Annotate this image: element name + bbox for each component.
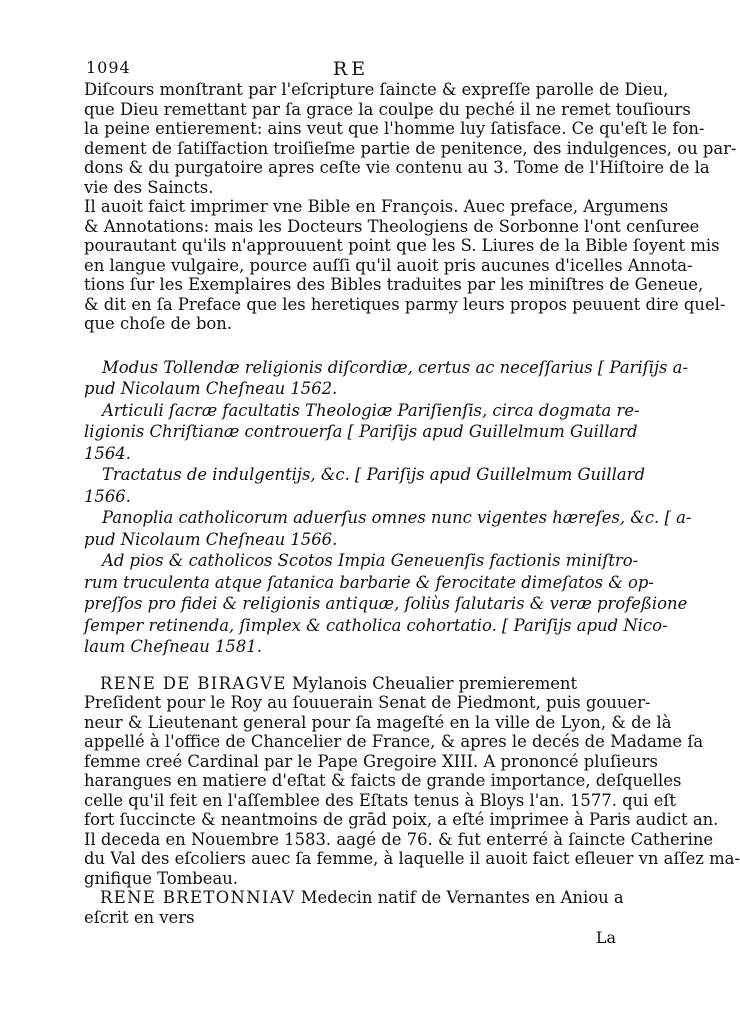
entry-first-line [84,888,624,908]
text-line: la peine entierement: ains veut que l'homme luy ſatisface. Ce qu'eſt le fon- [84,119,705,138]
italic-line: pud Nicolaum Cheſneau 1562. [84,379,338,398]
italic-line: preſſos pro fidei & religionis antiquæ, ſoliùs ſalutaris & veræ profeßione [84,594,688,613]
page-number: 1094 [86,58,131,77]
text-line: appellé à l'office de Chancelier de France, & apres le decés de Madame ſa [84,732,704,751]
text-line: gnifique Tombeau. [84,868,238,888]
text-line: Il deceda en Nouembre 1583. aagé de 76. & fut enterré à ſaincte Catherine [84,829,714,849]
text-line: vie des Saincts. [84,177,214,197]
text-line: Diſcours monſtrant par l'eſcripture ſaincte & expreſſe parolle de Dieu, [84,80,669,99]
italic-line: Panoplia catholicorum aduerſus omnes nunc vigentes hæreſes, &c. [ a- [102,508,692,527]
latin-title-articuli [84,400,640,465]
text-line: dons & du purgatoire apres ceſte vie contenu au 3. Tome de l'Hiſtoire de la [84,158,710,177]
text-line: neur & Lieutenant general pour ſa mageſté en la ville de Lyon, & de là [84,712,672,732]
latin-title-ad-pios [84,550,688,658]
text-line: & Annotations: mais les Docteurs Theologiens de Sorbonne l'ont cenſuree [84,216,700,236]
entry-rene-de-birague [84,673,740,889]
entry-rene-bretonniau [84,888,624,927]
text-line: pourautant qu'ils n'approuuent point que les S. Liures de la Bible ſoyent mis [84,236,720,255]
text-line: femme creé Cardinal par le Pape Gregoire XIII. A prononcé pluſieurs [84,751,658,771]
italic-line: ſemper retinenda, ſimplex & catholica cohortatio. [ Pariſijs apud Nico- [84,615,668,635]
paragraph-histoire [84,80,737,197]
catchword: La [595,928,616,947]
text-line: celle qu'il feit en l'aſſemblee des Eſtats tenus à Bloys l'an. 1577. qui eſt [84,790,676,810]
latin-title-modus [84,357,688,400]
italic-line: Ad pios & catholicos Scotos Impia Geneuenſis factionis miniſtro- [102,551,639,570]
text-line: Il auoit faict imprimer vne Bible en François. Auec preface, Argumens [84,197,669,216]
latin-title-tractatus [84,464,645,507]
entry-first-line [84,674,624,694]
italic-line: Tractatus de indulgentijs, &c. [ Pariſijs apud Guillelmum Guillard [102,465,645,484]
italic-line: ligionis Chriſtianæ controuerſa [ Pariſijs apud Guillelmum Guillard [84,422,638,441]
italic-line: Modus Tollendæ religionis diſcordiæ, certus ac neceſſarius [ Pariſijs a- [102,357,688,377]
latin-title-panoplia [84,507,692,550]
spacer [84,658,624,674]
italic-line: 1564. [84,443,131,463]
text-line: harangues en matiere d'eſtat & faicts de grande importance, deſquelles [84,771,682,790]
entry-text: Medecin natif de Vernantes en Aniou a [295,888,624,907]
spacer [84,334,624,357]
italic-line: pud Nicolaum Cheſneau 1566. [84,529,338,549]
entry-name: RENE DE BIRAGVE [100,673,287,693]
text-line: que Dieu remettant par ſa grace la coulpe du peché il ne remet touſiours [84,99,691,119]
entry-name: RENE BRETONNIAV [100,888,296,907]
italic-line: 1566. [84,486,131,506]
text-line: du Val des eſcoliers auec ſa femme, à laquelle il auoit faict eſleuer vn aſſez ma- [84,849,740,868]
italic-line: Articuli ſacræ facultatis Theologiæ Pariſienſis, circa dogmata re- [102,400,640,420]
text-line: eſcrit en vers [84,907,195,927]
page-body [84,80,740,927]
text-line: en langue vulgaire, pource auſſi qu'il auoit pris aucunes d'icelles Annota- [84,255,693,275]
text-line: Preſident pour le Roy au ſouuerain Senat de Piedmont, puis gouuer- [84,693,651,712]
entry-text: Mylanois Cheualier premierement [286,673,578,693]
paragraph-bible [84,197,726,334]
running-title: RE [332,58,370,80]
text-line: fort ſuccincte & neantmoins de grād poix, a eſté imprimee à Paris audict an. [84,810,719,829]
text-line: que choſe de bon. [84,314,233,333]
italic-line: rum truculenta atque ſatanica barbarie & ferocitate dimeſatos & op- [84,572,654,592]
text-line: & dit en ſa Preface que les heretiques parmy leurs propos peuuent dire quel- [84,294,726,314]
italic-line: laum Cheſneau 1581. [84,637,262,656]
text-line: tions ſur les Exemplaires des Bibles traduites par les miniſtres de Geneue, [84,275,704,294]
text-line: dement de ſatiſfaction troiſieſme partie de penitence, des indulgences, ou par- [84,138,737,158]
